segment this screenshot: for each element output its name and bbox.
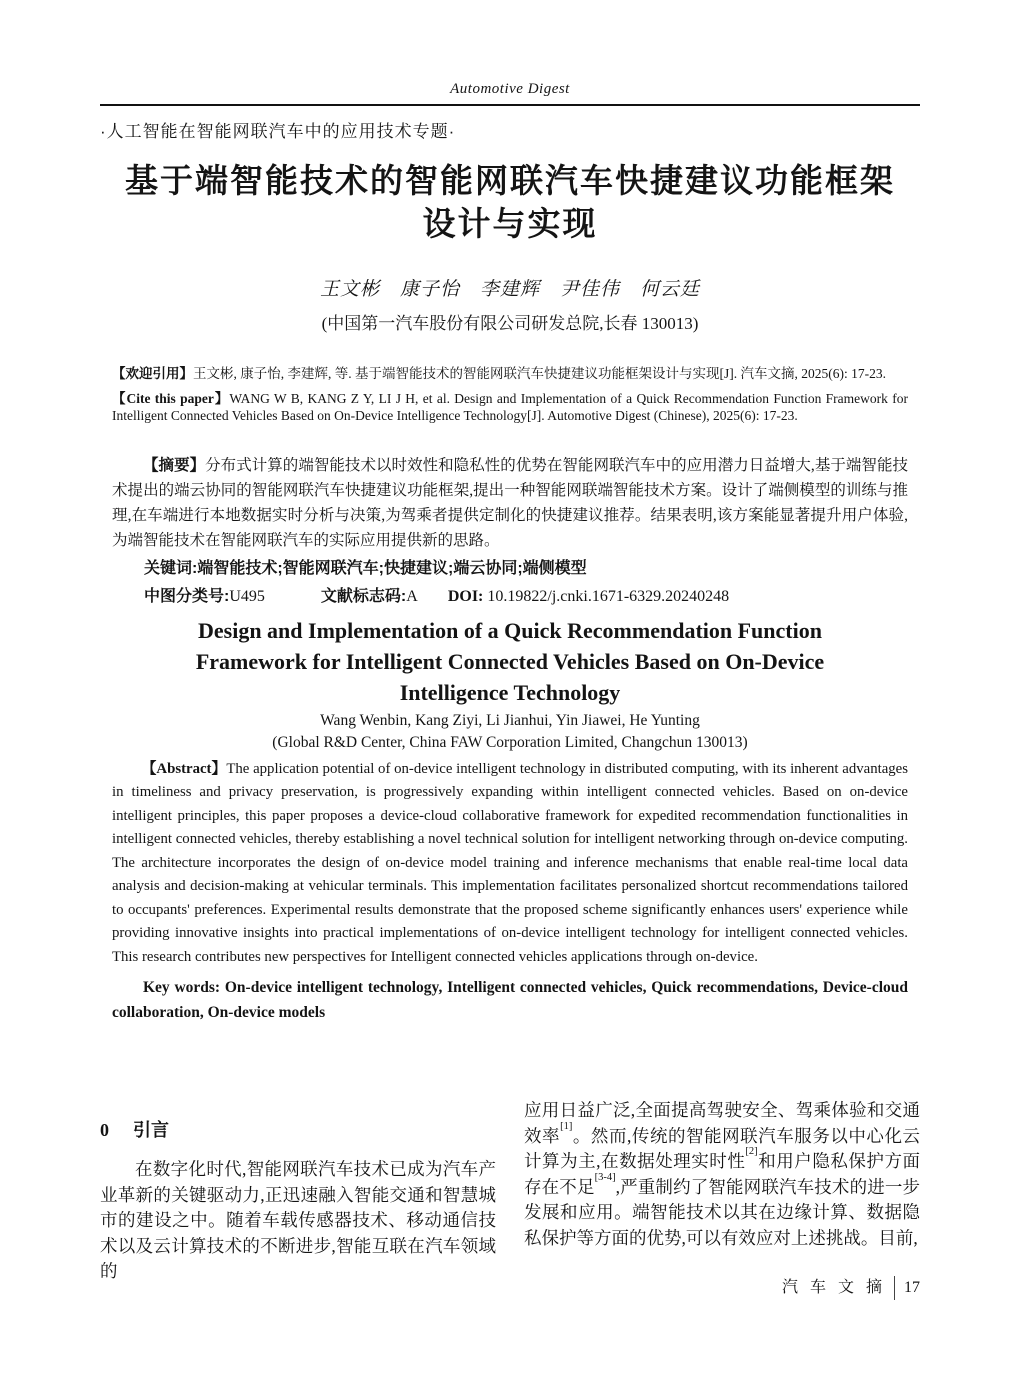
intro-paragraph-right bbox=[524, 1098, 920, 1251]
abstract-cn-label: 【摘要】 bbox=[143, 456, 206, 474]
clc-label: 中图分类号: bbox=[144, 587, 230, 605]
abstract-en bbox=[112, 758, 908, 970]
citation-cn-label: 【欢迎引用】 bbox=[112, 366, 193, 381]
article-title-cn bbox=[100, 159, 920, 245]
affiliation-en: (Global R&D Center, China FAW Corporation Limited, Changchun 130013) bbox=[272, 733, 748, 751]
article-title-en-line1: Design and Implementation of a Quick Recommendation Function bbox=[198, 617, 822, 643]
intro-right-seg3: 和用户隐私保护方面存在不足 bbox=[524, 1151, 921, 1197]
intro-right-seg2: 。然而,传统的智能网联汽车服务以中心化云计算为主,在数据处理实时性 bbox=[524, 1125, 921, 1171]
body-right-column bbox=[524, 1098, 920, 1285]
classification-line bbox=[112, 584, 908, 609]
footer-page-number: 17 bbox=[904, 1279, 920, 1296]
article-title-en-line2: Framework for Intelligent Connected Vehicles Based on On-Device bbox=[195, 648, 825, 674]
authors-cn: 王文彬 康子怡 李建辉 尹佳伟 何云廷 bbox=[319, 279, 700, 300]
journal-running-head: Automotive Digest bbox=[450, 81, 570, 97]
page-footer bbox=[782, 1276, 920, 1300]
citation-en-text: WANG W B, KANG Z Y, LI J H, et al. Design and Implementation of a Quick Recommendation Function Framework for Intelligent Connected Vehicles Based on On-Device Intelligence Technology[J]. Automotive Digest (Chinese), 2025(6): 17-23. bbox=[112, 390, 908, 423]
section-number: 0 bbox=[100, 1120, 109, 1140]
header-rule bbox=[100, 104, 920, 106]
section-title: 引言 bbox=[133, 1120, 169, 1140]
citation-en-label: 【Cite this paper】 bbox=[112, 390, 230, 406]
doc-code-value: A bbox=[406, 587, 418, 605]
abstract-en-label: 【Abstract】 bbox=[141, 760, 227, 777]
intro-paragraph-left: 在数字化时代,智能网联汽车技术已成为汽车产业革新的关键驱动力,正迅速融入智能交通和智慧城市的建设之中。随着车载传感器技术、移动通信技术以及云计算技术的不断进步,智能互联在汽车领域的 bbox=[100, 1159, 496, 1281]
keywords-en-text: On-device intelligent technology, Intelligent connected vehicles, Quick recommendations, Device-cloud collaboration, On-device models bbox=[112, 979, 908, 1021]
clc-value: U495 bbox=[229, 587, 265, 605]
body-two-columns bbox=[100, 1098, 920, 1285]
keywords-en-label: Key words: bbox=[143, 979, 221, 996]
reference-mark-2: [2] bbox=[745, 1146, 758, 1158]
abstract-cn-text: 分布式计算的端智能技术以时效性和隐私性的优势在智能网联汽车中的应用潜力日益增大,基于端智能技术提出的端云协同的智能网联汽车快捷建议功能框架,提出一种智能网联端智能技术方案。设计了端侧模型的训练与推理,在车端进行本地数据实时分析与决策,为驾乘者提供定制化的快捷建议推荐。结果表明,该方案能显著提升用户体验,为端智能技术在智能网联汽车的实际应用提供新的思路。 bbox=[112, 456, 908, 549]
section-heading-introduction bbox=[100, 1118, 496, 1142]
reference-mark-3-4: [3-4] bbox=[594, 1171, 616, 1183]
abstract-cn bbox=[112, 453, 908, 553]
intro-right-seg4: ,严重制约了智能网联汽车技术的进一步发展和应用。端智能技术以其在边缘计算、数据隐私保护等方面的优势,可以有效应对上述挑战。目前, bbox=[524, 1176, 921, 1248]
authors-en: Wang Wenbin, Kang Ziyi, Li Jianhui, Yin Jiawei, He Yunting bbox=[320, 711, 700, 729]
affiliation-cn: (中国第一汽车股份有限公司研发总院,长春 130013) bbox=[321, 314, 699, 333]
keywords-cn: 关键词:端智能技术;智能网联汽车;快捷建议;端云协同;端侧模型 bbox=[144, 559, 587, 577]
doc-code-label: 文献标志码: bbox=[320, 587, 407, 605]
body-left-column bbox=[100, 1098, 496, 1285]
reference-mark-1: [1] bbox=[560, 1120, 573, 1132]
special-topic-label: ·人工智能在智能网联汽车中的应用技术专题· bbox=[100, 122, 456, 141]
intro-right-seg1: 应用日益广泛,全面提高驾驶安全、驾乘体验和交通效率 bbox=[524, 1100, 920, 1146]
doi-label: DOI: bbox=[447, 587, 484, 605]
citation-section bbox=[112, 365, 908, 425]
citation-cn-text: 王文彬, 康子怡, 李建辉, 等. 基于端智能技术的智能网联汽车快捷建议功能框架设计与实现[J]. 汽车文摘, 2025(6): 17-23. bbox=[193, 366, 886, 381]
keywords-en bbox=[112, 975, 908, 1025]
article-title-cn-line1: 基于端智能技术的智能网联汽车快捷建议功能框架 bbox=[125, 162, 895, 199]
article-title-cn-line2: 设计与实现 bbox=[422, 205, 598, 242]
citation-en bbox=[112, 390, 908, 425]
footer-journal-name: 汽车文摘 bbox=[781, 1279, 894, 1296]
citation-cn bbox=[112, 365, 908, 383]
doi-value: 10.19822/j.cnki.1671-6329.20240248 bbox=[487, 587, 730, 605]
article-title-en-line3: Intelligence Technology bbox=[399, 679, 621, 705]
abstract-en-text: The application potential of on-device intelligent technology in distributed computing, with its inherent advantages in timeliness and privacy preservation, is progressively expanding within intelligent connected vehicles. Based on on-device intelligent principles, this paper proposes a device-cloud collaborative framework for expedited recommendation functionalities in intelligent connected vehicles, thereby establishing a novel technical solution for intelligent networking through on-device computing. The architecture incorporates the design of on-device model training and inference mechanisms that enable real-time local data analysis and decision-making at vehicular terminals. This implementation facilitates personalized shortcut recommendations tailored to occupants' preferences. Experimental results demonstrate that the proposed scheme significantly enhances users' experience while providing innovative insights into practical implementations of on-device intelligent technology for intelligent connected vehicles. This research contributes new perspectives for Intelligent connected vehicles applications through on-device. bbox=[112, 760, 909, 965]
footer-divider bbox=[894, 1276, 895, 1300]
article-title-en bbox=[100, 615, 920, 708]
